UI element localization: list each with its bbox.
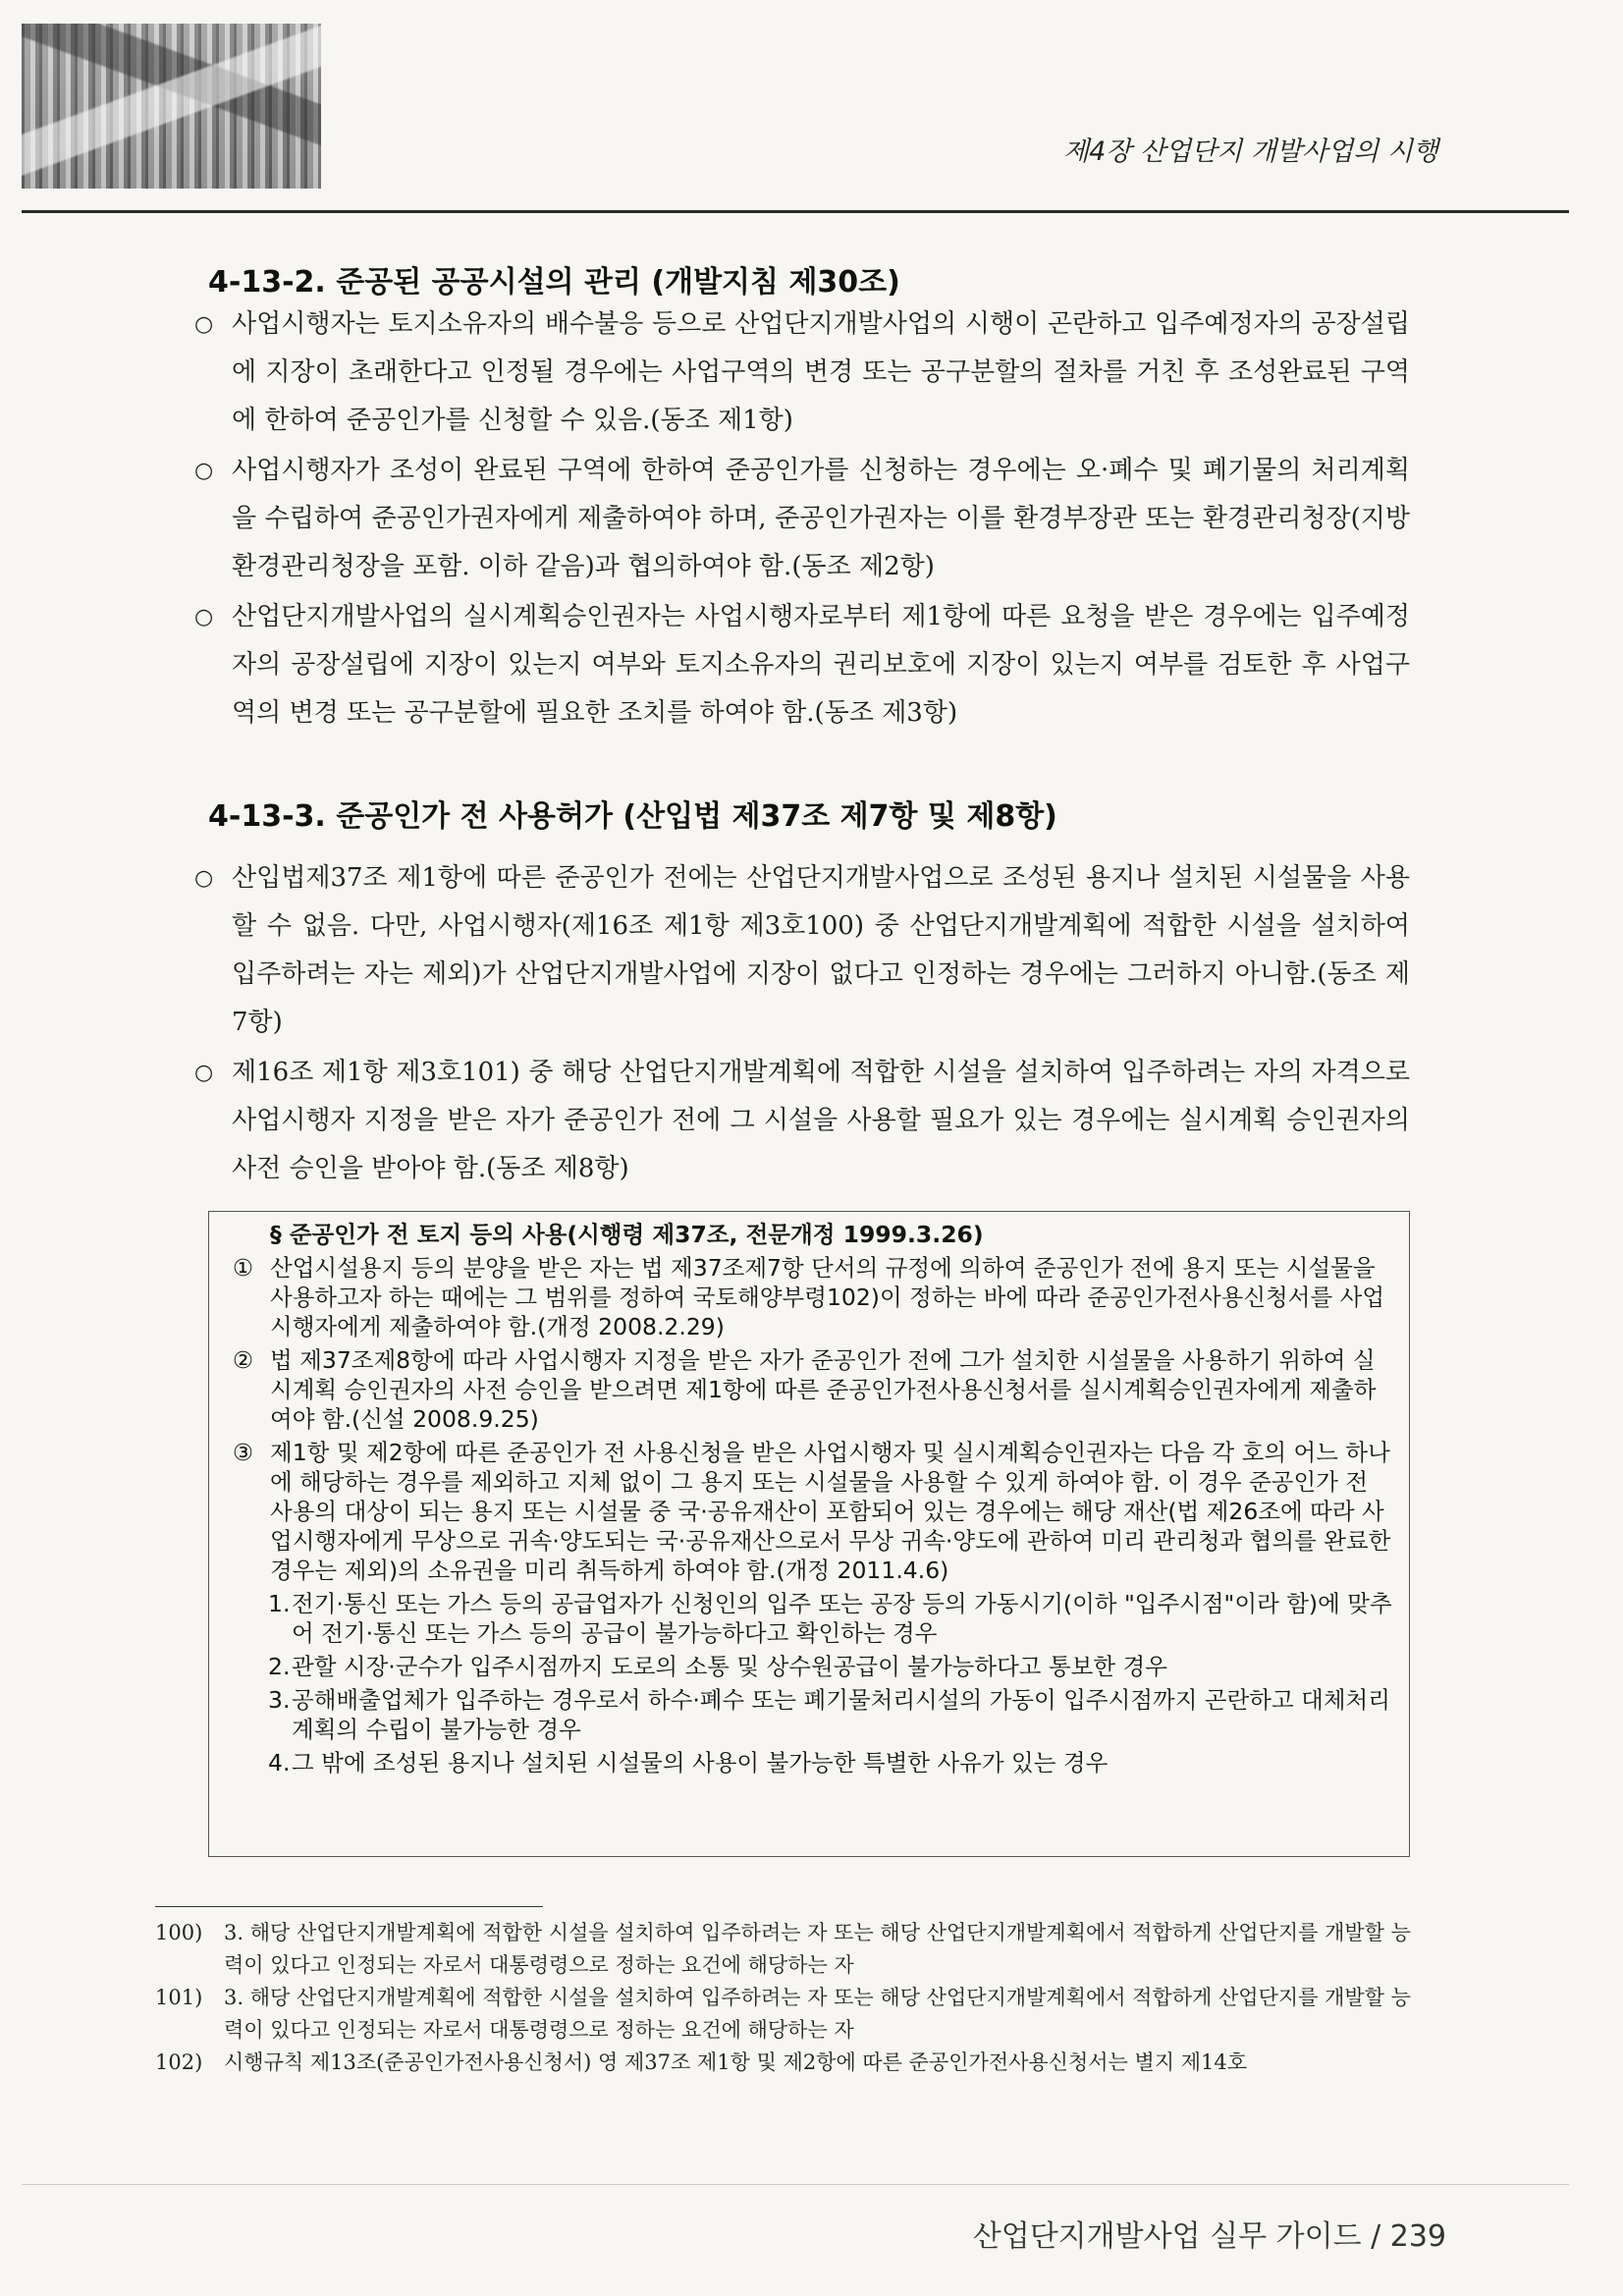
list-item: ○ 제16조 제1항 제3호101) 중 해당 산업단지개발계획에 적합한 시설을 설치하여 입주하려는 자의 자격으로 사업시행자 지정을 받은 자가 준공인가 전에 그 시설을 사용할 필요가 있는 경우에는 실시계획 승인권자의 사전 승인을 받아야 함.(동조 제8항) [194,1049,1410,1193]
footnote-number: 102) [155,2050,203,2074]
header-divider [22,210,1569,213]
box-paragraph: ① 산업시설용지 등의 분양을 받은 자는 법 제37조제7항 단서의 규정에 의하여 준공인가 전에 용지 또는 시설물을 사용하고자 하는 때에는 그 범위를 정하여 국토해양부령102)이 정하는 바에 따라 준공인가전사용신청서를 사업시행자에게 제출하여야 함.(개정 2008.2.29) [233,1254,1385,1340]
box-paragraph: ③ 제1항 및 제2항에 따른 준공인가 전 사용신청을 받은 사업시행자 및 실시계획승인권자는 다음 각 호의 어느 하나에 해당하는 경우를 제외하고 지체 없이 그 용지 또는 시설물을 사용할 수 있게 하여야 함. 이 경우 준공인가 전 사용의 대상이 되는 용지 또는 시설물 중 국·공유재산이 포함되어 있는 경우에는 해당 재산(법 제26조에 따라 사업시행자에게 무상으로 귀속·양도되는 국·공유재산으로서 무상 귀속·양도에 관하여 미리 관리청과 협의를 완료한 경우는 제외)의 소유권을 미리 취득하게 하여야 함.(개정 2011.4.6) [233,1439,1391,1584]
box-title: § 준공인가 전 토지 등의 사용(시행령 제37조, 전문개정 1999.3.26) [270,1221,984,1248]
box-item: 4. 그 밖에 조성된 용지나 설치된 시설물의 사용이 불가능한 특별한 사유가 있는 경우 [268,1749,1109,1777]
footnotes [155,1917,1412,2079]
footnote-divider [155,1906,543,1907]
bullet-mark: ○ [194,1061,214,1085]
bullet-mark: ○ [194,866,214,891]
paragraph-number: ② [233,1346,254,1374]
footer-divider [22,2184,1569,2185]
footnote: 100) 3. 해당 산업단지개발계획에 적합한 시설을 설치하여 입주하려는 자 또는 해당 산업단지개발계획에서 적합하게 산업단지를 개발할 능력이 있다고 인정되는 자로서 대통령령으로 정하는 요건에 해당하는 자 [155,1917,1412,1982]
bullet-mark: ○ [194,459,214,483]
section-title-4-13-3: 4-13-3. 준공인가 전 사용허가 (산입법 제37조 제7항 및 제8항) [208,799,1057,834]
chapter-title: 제4장 산업단지 개발사업의 시행 [1063,137,1438,167]
header-photo [22,24,321,189]
section-4-13-3-bullets [194,854,1410,1195]
item-number: 3. [268,1686,291,1714]
item-number: 1. [268,1590,291,1617]
box-paragraph: ② 법 제37조제8항에 따라 사업시행자 지정을 받은 자가 준공인가 전에 그가 설치한 시설물을 사용하기 위하여 실시계획 승인권자의 사전 승인을 받으려면 제1항에 따른 준공인가전사용신청서를 실시계획승인권자에게 제출하여야 함.(신설 2008.9.25) [233,1346,1377,1433]
bullet-mark: ○ [194,312,214,337]
section-4-13-2-bullets [194,301,1410,739]
bullet-mark: ○ [194,605,214,629]
footnote: 102) 시행규칙 제13조(준공인가전사용신청서) 영 제37조 제1항 및 제2항에 따른 준공인가전사용신청서는 별지 제14호 [155,2047,1412,2079]
box-item: 3. 공해배출업체가 입주하는 경우로서 하수·폐수 또는 폐기물처리시설의 가동이 입주시점까지 곤란하고 대체처리 계획의 수립이 불가능한 경우 [268,1686,1390,1743]
item-number: 2. [268,1653,291,1680]
footnote: 101) 3. 해당 산업단지개발계획에 적합한 시설을 설치하여 입주하려는 자 또는 해당 산업단지개발계획에서 적합하게 산업단지를 개발할 능력이 있다고 인정되는 자로서 대통령령으로 정하는 요건에 해당하는 자 [155,1982,1412,2047]
paragraph-number: ③ [233,1439,254,1466]
section-title-4-13-2: 4-13-2. 준공된 공공시설의 관리 (개발지침 제30조) [208,265,900,300]
list-item: ○ 사업시행자가 조성이 완료된 구역에 한하여 준공인가를 신청하는 경우에는 오·폐수 및 폐기물의 처리계획을 수립하여 준공인가권자에게 제출하여야 하며, 준공인가권자는 이를 환경부장관 또는 환경관리청장(지방환경관리청장을 포함. 이하 같음)과 협의하여야 함.(동조 제2항) [194,447,1410,591]
enforcement-decree-box [208,1211,1410,1857]
box-item: 2. 관할 시장·군수가 입주시점까지 도로의 소통 및 상수원공급이 불가능하다고 통보한 경우 [268,1653,1167,1680]
footnote-number: 100) [155,1921,203,1944]
box-item: 1. 전기·통신 또는 가스 등의 공급업자가 신청인의 입주 또는 공장 등의 가동시기(이하 "입주시점"이라 함)에 맞추어 전기·통신 또는 가스 등의 공급이 불가능하다고 확인하는 경우 [268,1590,1392,1647]
list-item: ○ 사업시행자는 토지소유자의 배수불응 등으로 산업단지개발사업의 시행이 곤란하고 입주예정자의 공장설립에 지장이 초래한다고 인정될 경우에는 사업구역의 변경 또는 공구분할의 절차를 거친 후 조성완료된 구역에 한하여 준공인가를 신청할 수 있음.(동조 제1항) [194,301,1410,445]
list-item: ○ 산입법제37조 제1항에 따른 준공인가 전에는 산업단지개발사업으로 조성된 용지나 설치된 시설물을 사용할 수 없음. 다만, 사업시행자(제16조 제1항 제3호100) 중 산업단지개발계획에 적합한 시설을 설치하여 입주하려는 자는 제외)가 산업단지개발사업에 지장이 없다고 인정하는 경우에는 그러하지 아니함.(동조 제7항) [194,854,1410,1047]
footnote-number: 101) [155,1986,203,2009]
paragraph-number: ① [233,1254,254,1282]
item-number: 4. [268,1749,291,1777]
page-footer: 산업단지개발사업 실무 가이드 / 239 [972,2219,1446,2254]
list-item: ○ 산업단지개발사업의 실시계획승인권자는 사업시행자로부터 제1항에 따른 요청을 받은 경우에는 입주예정자의 공장설립에 지장이 있는지 여부와 토지소유자의 권리보호에 지장이 있는지 여부를 검토한 후 사업구역의 변경 또는 공구분할에 필요한 조치를 하여야 함.(동조 제3항) [194,593,1410,738]
